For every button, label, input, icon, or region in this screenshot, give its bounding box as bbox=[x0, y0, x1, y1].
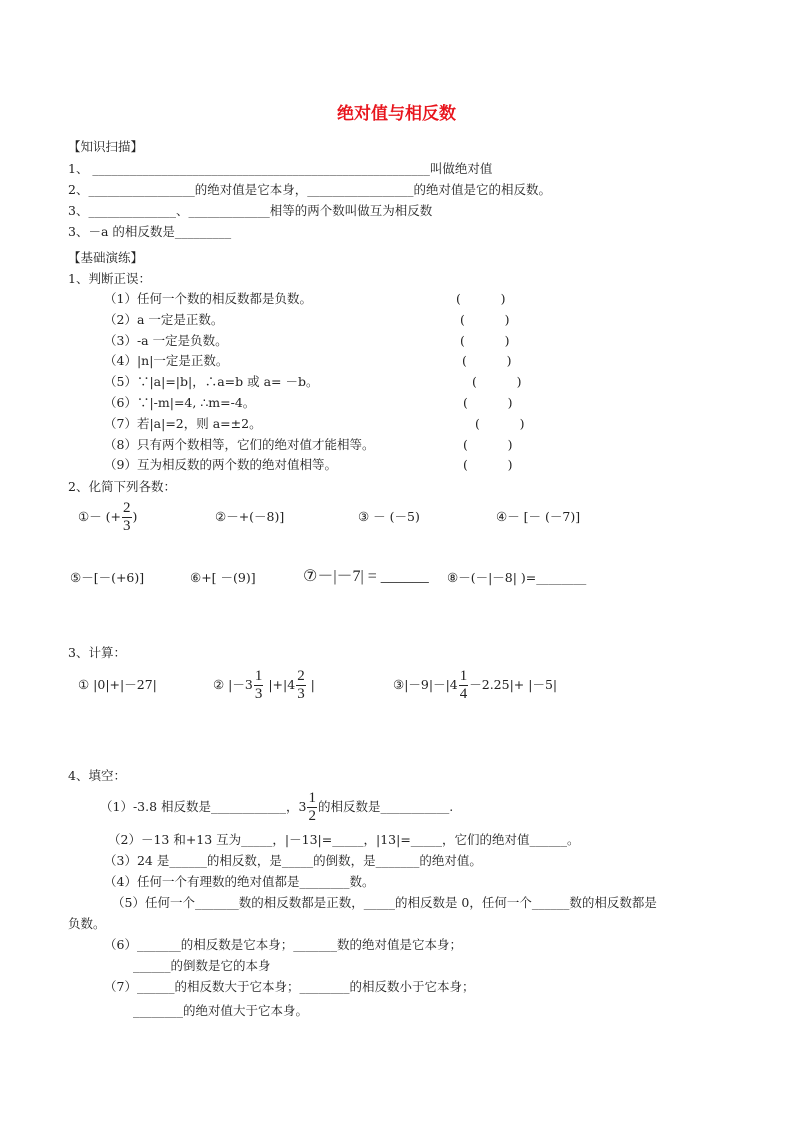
knowledge-line-2: 2、_________________的绝对值是它本身，_________________的绝对值是它的相反数。 bbox=[68, 182, 551, 197]
simplify-expr-8: ⑧－(－|－8| )=________ bbox=[447, 570, 587, 585]
answer-parentheses[interactable]: ( ) bbox=[460, 332, 510, 348]
judgement-item: （8）只有两个数相等，它们的绝对值才能相等。 bbox=[104, 436, 375, 452]
fraction bbox=[122, 500, 132, 535]
denominator: 3 bbox=[254, 686, 263, 702]
numerator: 2 bbox=[297, 668, 305, 684]
expr-text: ③|－9|－|4 bbox=[393, 677, 458, 692]
section-heading-practice: 【基础演练】 bbox=[68, 250, 144, 265]
simplify-expr-1 bbox=[78, 500, 137, 535]
calc-expr-2 bbox=[213, 668, 315, 703]
fraction bbox=[254, 668, 264, 703]
q3-title: 3、计算： bbox=[68, 645, 126, 660]
answer-parentheses[interactable]: ( ) bbox=[463, 395, 513, 410]
denominator: 2 bbox=[308, 808, 316, 824]
fill-line-7: （7）______的相反数大于它本身；________的相反数小于它本身； bbox=[104, 979, 475, 994]
answer-parentheses[interactable]: ( ) bbox=[472, 374, 522, 390]
knowledge-line-3: 3、______________、_____________相等的两个数叫做互为相反数 bbox=[68, 203, 433, 218]
fraction bbox=[296, 668, 306, 703]
judgement-item: （5）∵|a|=|b|，∴a=b 或 a= －b。 bbox=[104, 374, 319, 390]
fraction bbox=[459, 668, 469, 703]
answer-parentheses[interactable]: ( ) bbox=[462, 353, 512, 369]
judgement-item: （2）a 一定是正数。 bbox=[104, 311, 224, 327]
judgement-item: （6）∵|-m|=4, ∴m=-4。 bbox=[104, 395, 256, 410]
expr-text: | bbox=[306, 677, 315, 692]
answer-parentheses[interactable]: ( ) bbox=[475, 415, 525, 431]
judgement-item: （4）|n|一定是正数。 bbox=[104, 353, 229, 369]
fill-line-3: （3）24 是______的相反数，是_____的倒数，是_______的绝对值。 bbox=[104, 853, 482, 868]
simplify-expr-5: ⑤－[－(+6)] bbox=[70, 570, 145, 585]
simplify-expr-4: ④－ [－ (－7)] bbox=[496, 509, 581, 524]
fill-line-4: （4）任何一个有理数的绝对值都是________数。 bbox=[104, 874, 375, 889]
fill-line-1 bbox=[100, 790, 453, 825]
answer-parentheses[interactable]: ( ) bbox=[460, 311, 510, 327]
expr-text: ) bbox=[132, 509, 138, 524]
fill-line-2: （2）－13 和+13 互为_____，|－13|=_____，|13|=_____，它们的绝对值______。 bbox=[108, 832, 580, 847]
expr-text: 的相反数是___________. bbox=[317, 799, 454, 814]
answer-parentheses[interactable]: ( ) bbox=[456, 291, 506, 306]
expr-text: （1）-3.8 相反数是____________，3 bbox=[100, 799, 307, 814]
expr-text: ①－ (+ bbox=[78, 509, 122, 524]
fill-line-5-cont: 负数。 bbox=[68, 916, 106, 931]
q1-title: 1、判断正误： bbox=[68, 271, 151, 286]
denominator: 3 bbox=[123, 518, 131, 534]
numerator: 1 bbox=[308, 790, 316, 806]
q4-title: 4、填空： bbox=[68, 768, 126, 783]
judgement-item: （7）若|a|=2，则 a=±2。 bbox=[104, 415, 262, 431]
simplify-expr-7: ⑦－|－7| = ______ bbox=[303, 568, 429, 585]
q2-title: 2、化简下列各数： bbox=[68, 479, 176, 494]
fill-line-6-cont: ______的倒数是它的本身 bbox=[133, 958, 271, 973]
section-heading-knowledge: 【知识扫描】 bbox=[68, 139, 144, 154]
simplify-expr-3: ③ － (－5) bbox=[358, 509, 420, 524]
expr-text: －2.25|+ |－5| bbox=[469, 677, 558, 692]
answer-parentheses[interactable]: ( ) bbox=[463, 457, 513, 473]
simplify-expr-2: ②－+(－8)] bbox=[215, 509, 285, 524]
page-title: 绝对值与相反数 bbox=[337, 104, 456, 124]
denominator: 4 bbox=[459, 686, 468, 702]
fill-line-7-cont: ________的绝对值大于它本身。 bbox=[133, 1003, 309, 1018]
fraction bbox=[307, 790, 317, 825]
numerator: 2 bbox=[123, 500, 131, 516]
denominator: 3 bbox=[297, 686, 305, 702]
judgement-item: （1）任何一个数的相反数都是负数。 bbox=[104, 291, 312, 306]
knowledge-line-1: 1、 ______________________________________________________叫做绝对值 bbox=[68, 161, 493, 176]
judgement-item: （3）-a 一定是负数。 bbox=[104, 332, 228, 348]
numerator: 1 bbox=[459, 668, 468, 684]
fill-line-5: （5）任何一个_______数的相反数都是正数，_____的相反数是 0，任何一个______数的相反数都是 bbox=[112, 895, 657, 910]
numerator: 1 bbox=[254, 668, 263, 684]
calc-expr-3 bbox=[393, 668, 557, 703]
simplify-expr-6: ⑥+[ －(9)] bbox=[190, 570, 256, 585]
knowledge-line-4: 3、－a 的相反数是_________ bbox=[68, 224, 232, 239]
answer-parentheses[interactable]: ( ) bbox=[463, 436, 513, 452]
expr-text: |+|4 bbox=[264, 677, 296, 692]
judgement-item: （9）互为相反数的两个数的绝对值相等。 bbox=[104, 457, 337, 473]
fill-line-6: （6）_______的相反数是它本身；_______数的绝对值是它本身； bbox=[104, 937, 462, 952]
calc-expr-1: ① |0|+|－27| bbox=[78, 677, 157, 692]
expr-text: ② |－3 bbox=[213, 677, 253, 692]
